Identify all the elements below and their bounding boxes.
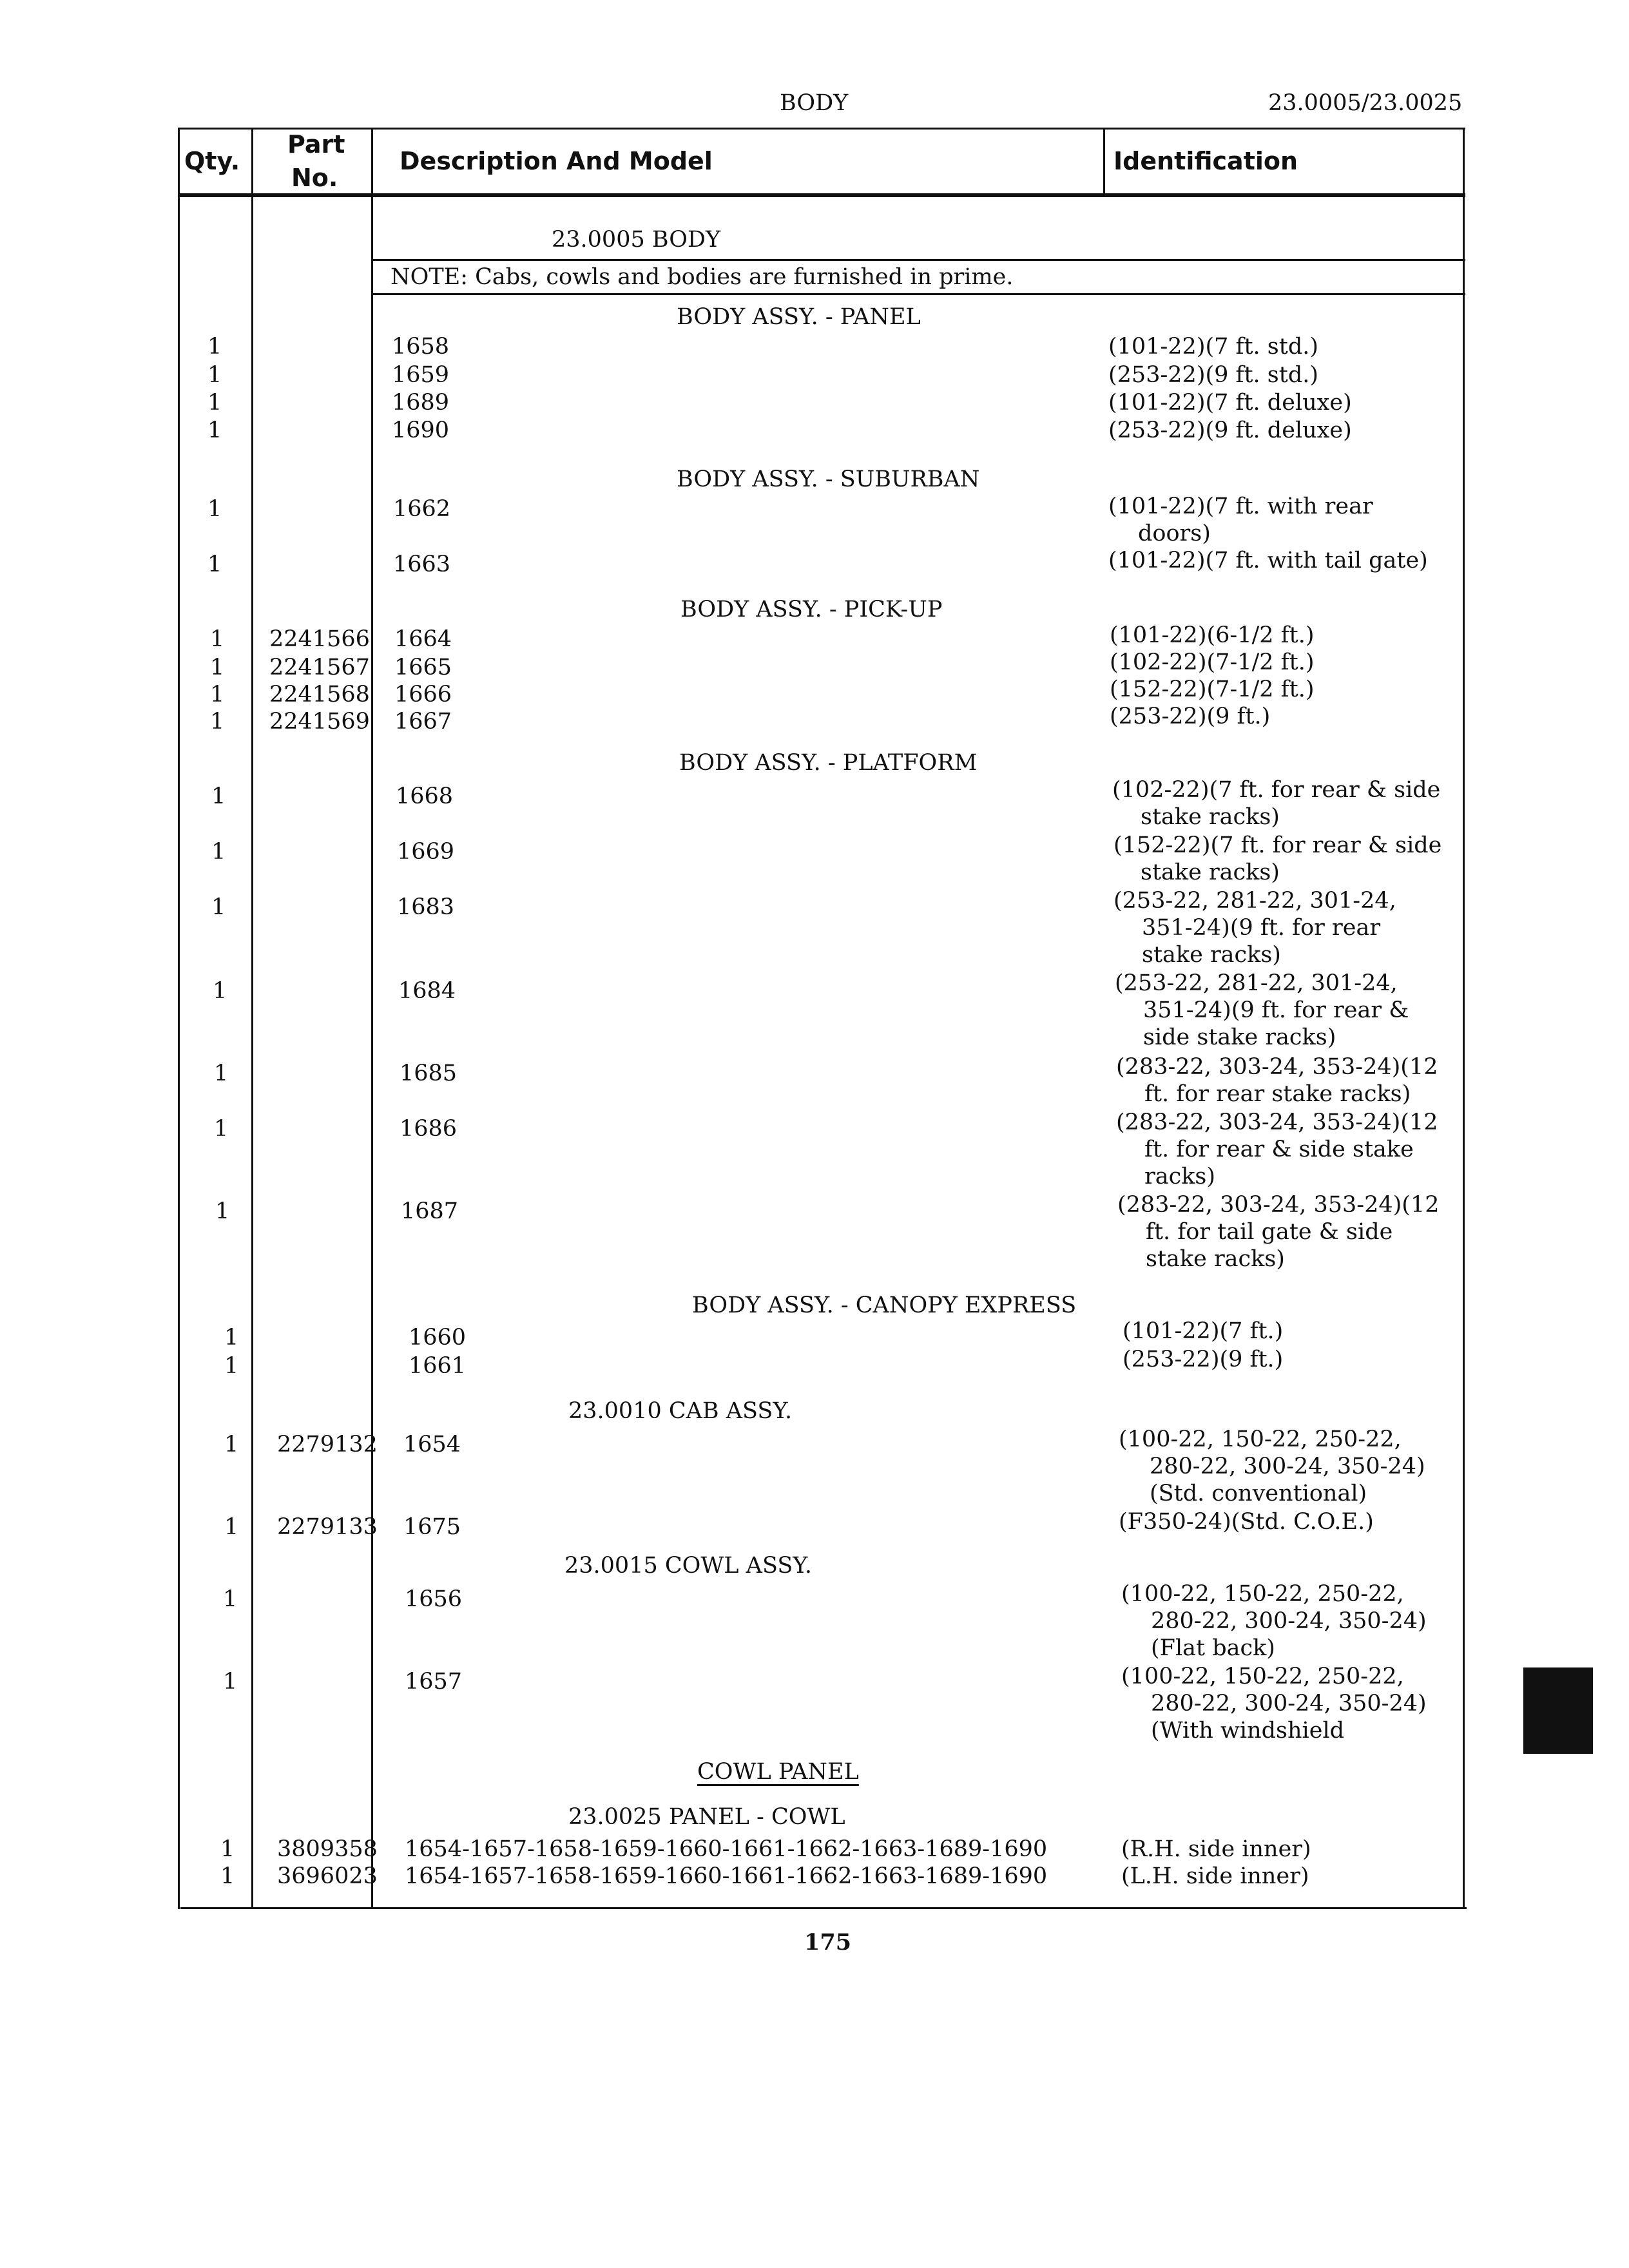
column-header-part-line2: No. [291, 164, 338, 192]
part-cell: 3809358 [277, 1836, 378, 1862]
ident-cell: 280-22, 300-24, 350-24) [1150, 1454, 1425, 1479]
qty-cell: 1 [207, 418, 222, 443]
ident-cell: 280-22, 300-24, 350-24) [1151, 1691, 1427, 1716]
ident-cell: (283-22, 303-24, 353-24)(12 [1116, 1110, 1438, 1135]
part-cell: 2241568 [269, 682, 370, 707]
ident-cell: 351-24)(9 ft. for rear & [1143, 997, 1409, 1023]
qty-cell: 1 [207, 390, 222, 416]
part-cell: 2279133 [277, 1514, 378, 1540]
ident-cell: (253-22)(9 ft.) [1110, 704, 1271, 729]
model-cell: 1687 [401, 1198, 459, 1224]
model-cell: 1665 [394, 655, 452, 680]
header-section: BODY [780, 90, 849, 116]
qty-cell: 1 [223, 1669, 238, 1695]
model-cell: 1666 [394, 682, 452, 707]
ident-cell: (R.H. side inner) [1121, 1836, 1311, 1862]
ident-cell: (101-22)(7 ft. std.) [1108, 334, 1319, 360]
model-cell: 1664 [394, 626, 452, 652]
ident-cell: (283-22, 303-24, 353-24)(12 [1116, 1054, 1438, 1080]
part-cell: 2241569 [269, 709, 370, 735]
group-heading-cab-assy: 23.0010 CAB ASSY. [568, 1398, 793, 1424]
qty-cell: 1 [223, 1586, 238, 1612]
qty-cell: 1 [210, 682, 225, 707]
qty-cell: 1 [210, 709, 225, 735]
ident-cell: (152-22)(7-1/2 ft.) [1110, 677, 1315, 702]
note-text: NOTE: Cabs, cowls and bodies are furnished in prime. [390, 264, 1014, 290]
model-cell: 1659 [392, 362, 450, 388]
ident-cell: doors) [1138, 521, 1211, 546]
qty-cell: 1 [220, 1836, 235, 1862]
qty-cell: 1 [210, 655, 225, 680]
model-cell: 1654-1657-1658-1659-1660-1661-1662-1663-1689-1690 [405, 1863, 1048, 1889]
model-cell: 1683 [397, 894, 455, 920]
ident-cell: (253-22)(9 ft. std.) [1108, 362, 1319, 388]
ident-cell: stake racks) [1146, 1246, 1285, 1272]
group-heading-panel-cowl: 23.0025 PANEL - COWL [568, 1804, 845, 1830]
model-cell: 1684 [398, 978, 456, 1004]
ident-cell: stake racks) [1141, 804, 1280, 830]
part-cell: 3696023 [277, 1863, 378, 1889]
model-cell: 1667 [394, 709, 452, 735]
model-cell: 1669 [397, 839, 455, 865]
model-cell: 1689 [392, 390, 450, 416]
ident-cell: 351-24)(9 ft. for rear [1142, 915, 1381, 941]
ident-cell: (100-22, 150-22, 250-22, [1121, 1664, 1404, 1689]
group-heading-panel: BODY ASSY. - PANEL [677, 304, 921, 330]
header-ref: 23.0005/23.0025 [1268, 90, 1463, 116]
model-cell: 1661 [409, 1353, 467, 1379]
qty-cell: 1 [214, 1061, 229, 1086]
group-heading-pickup: BODY ASSY. - PICK-UP [680, 597, 943, 622]
group-heading-cowl-panel: COWL PANEL [697, 1759, 859, 1785]
ident-cell: (253-22)(9 ft.) [1123, 1347, 1284, 1372]
qty-cell: 1 [210, 626, 225, 652]
qty-cell: 1 [207, 496, 222, 522]
group-heading-canopy-express: BODY ASSY. - CANOPY EXPRESS [692, 1293, 1077, 1318]
model-cell: 1663 [393, 552, 451, 577]
model-cell: 1660 [409, 1325, 467, 1350]
qty-cell: 1 [224, 1432, 239, 1457]
qty-cell: 1 [224, 1325, 239, 1350]
qty-cell: 1 [211, 839, 226, 865]
group-heading-suburban: BODY ASSY. - SUBURBAN [677, 466, 980, 492]
ident-cell: (101-22)(7 ft.) [1123, 1318, 1284, 1344]
section-title: 23.0005 BODY [552, 227, 721, 253]
qty-cell: 1 [213, 978, 227, 1004]
model-cell: 1668 [396, 783, 454, 809]
model-cell: 1675 [403, 1514, 461, 1540]
ident-cell: stake racks) [1142, 942, 1281, 968]
ident-cell: (101-22)(7 ft. with tail gate) [1108, 548, 1428, 573]
ident-cell: (With windshield [1151, 1718, 1345, 1744]
model-cell: 1686 [400, 1116, 458, 1142]
model-cell: 1662 [393, 496, 451, 522]
model-cell: 1654 [403, 1432, 461, 1457]
ident-cell: (101-22)(7 ft. with rear [1108, 494, 1373, 519]
ident-cell: (F350-24)(Std. C.O.E.) [1119, 1509, 1374, 1535]
ident-cell: (100-22, 150-22, 250-22, [1119, 1427, 1402, 1452]
qty-cell: 1 [220, 1863, 235, 1889]
qty-cell: 1 [207, 552, 222, 577]
ident-cell: (Flat back) [1151, 1635, 1275, 1661]
qty-cell: 1 [214, 1116, 229, 1142]
model-cell: 1658 [392, 334, 450, 360]
ident-cell: (Std. conventional) [1150, 1481, 1367, 1506]
ident-cell: side stake racks) [1143, 1024, 1336, 1050]
qty-cell: 1 [207, 334, 222, 360]
ident-cell: (253-22, 281-22, 301-24, [1113, 888, 1396, 914]
group-heading-platform: BODY ASSY. - PLATFORM [679, 750, 978, 776]
ident-cell: (102-22)(7 ft. for rear & side [1112, 777, 1441, 803]
ident-cell: (101-22)(6-1/2 ft.) [1110, 622, 1315, 648]
qty-cell: 1 [207, 362, 222, 388]
ident-cell: ft. for rear stake racks) [1144, 1081, 1411, 1107]
column-header-description: Description And Model [400, 147, 713, 175]
qty-cell: 1 [224, 1353, 239, 1379]
ident-cell: (152-22)(7 ft. for rear & side [1113, 832, 1442, 858]
qty-cell: 1 [224, 1514, 239, 1540]
model-cell: 1656 [405, 1586, 463, 1612]
ident-cell: ft. for rear & side stake [1144, 1137, 1414, 1162]
ident-cell: 280-22, 300-24, 350-24) [1151, 1608, 1427, 1634]
group-heading-cowl-assy: 23.0015 COWL ASSY. [564, 1553, 813, 1579]
model-cell: 1657 [405, 1669, 463, 1695]
model-cell: 1654-1657-1658-1659-1660-1661-1662-1663-1689-1690 [405, 1836, 1048, 1862]
ident-cell: racks) [1144, 1164, 1216, 1189]
ident-cell: ft. for tail gate & side [1146, 1219, 1393, 1245]
ident-cell: (253-22)(9 ft. deluxe) [1108, 418, 1352, 443]
column-header-part-line1: Part [287, 130, 345, 159]
qty-cell: 1 [211, 783, 226, 809]
column-header-identification: Identification [1113, 147, 1298, 175]
ident-cell: (101-22)(7 ft. deluxe) [1108, 390, 1352, 416]
qty-cell: 1 [211, 894, 226, 920]
page-number: 175 [804, 1929, 852, 1956]
thumb-index-tab [1523, 1667, 1593, 1754]
qty-cell: 1 [215, 1198, 230, 1224]
column-header-qty: Qty. [184, 147, 240, 175]
ident-cell: (283-22, 303-24, 353-24)(12 [1117, 1192, 1440, 1218]
part-cell: 2241567 [269, 655, 370, 680]
ident-cell: (L.H. side inner) [1121, 1863, 1309, 1889]
part-cell: 2279132 [277, 1432, 378, 1457]
model-cell: 1685 [400, 1061, 458, 1086]
ident-cell: (102-22)(7-1/2 ft.) [1110, 649, 1315, 675]
ident-cell: (253-22, 281-22, 301-24, [1115, 970, 1398, 996]
model-cell: 1690 [392, 418, 450, 443]
part-cell: 2241566 [269, 626, 370, 652]
ident-cell: (100-22, 150-22, 250-22, [1121, 1581, 1404, 1607]
ident-cell: stake racks) [1141, 860, 1280, 885]
